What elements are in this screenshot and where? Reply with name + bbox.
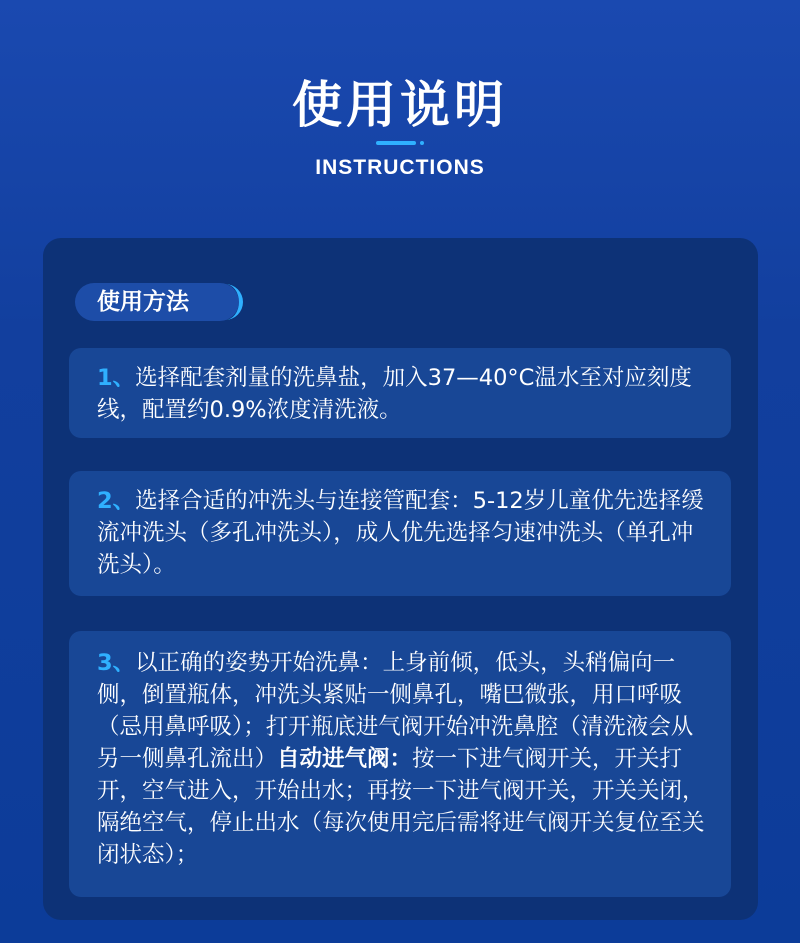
page-title: 使用说明 — [292, 76, 508, 134]
title-underline-dot — [420, 141, 424, 145]
step-card-2 — [69, 471, 731, 596]
step-text-1 — [97, 362, 705, 426]
step-card-3 — [69, 631, 731, 897]
title-underline — [376, 141, 416, 145]
step-body-2: 选择合适的冲洗头与连接管配套：5-12岁儿童优先选择缓流冲洗头（多孔冲洗头），成人优先选择匀速冲洗头（单孔冲洗头）。 — [97, 488, 704, 578]
step-number-3: 3、 — [97, 650, 136, 676]
step-text-3 — [97, 647, 705, 871]
step-text-2 — [97, 485, 705, 581]
step-body-1: 选择配套剂量的洗鼻盐，加入37—40°C温水至对应刻度线，配置约0.9%浓度清洗液。 — [97, 365, 692, 423]
instructions-panel — [43, 238, 758, 920]
step-body-3-continued: 按一下进气阀开关，开关打开，空气进入，开始出水；再按一下进气阀开关，开关关闭，隔绝空气，停止出水（每次使用完后需将进气阀开关复位至关闭状态）； — [97, 746, 705, 868]
page-header — [0, 0, 800, 230]
step-card-1 — [69, 348, 731, 438]
step-number-1: 1、 — [97, 365, 136, 391]
crescent-icon — [211, 283, 249, 321]
step-body-3: 以正确的姿势开始洗鼻：上身前倾，低头，头稍偏向一侧，倒置瓶体，冲洗头紧贴一侧鼻孔，嘴巴微张，用口呼吸（忌用鼻呼吸）；打开瓶底进气阀开始冲洗鼻腔（清洗液会从另一侧鼻孔流出） — [97, 650, 694, 772]
step-bold-3: 自动进气阀： — [277, 746, 413, 772]
step-number-2: 2、 — [97, 488, 136, 514]
page-subtitle: INSTRUCTIONS — [315, 156, 485, 179]
section-heading-pill — [75, 283, 239, 321]
section-heading: 使用方法 — [97, 289, 189, 315]
